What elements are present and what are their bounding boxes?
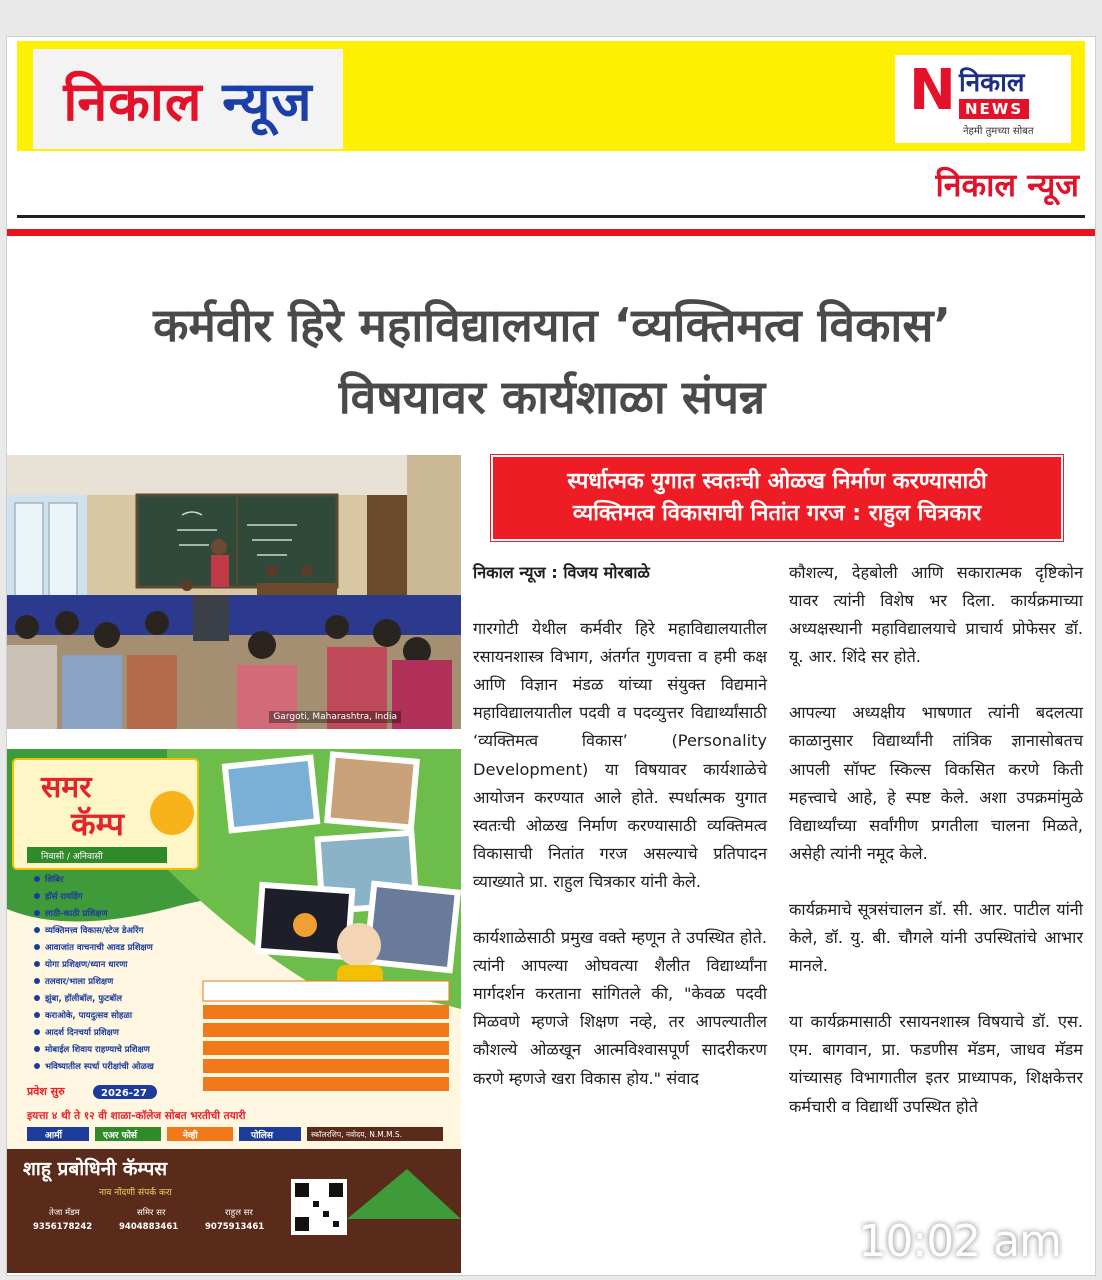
logo-letter: N (909, 58, 956, 123)
ad-campus: शाहू प्रबोधिनी कॅम्पस (23, 1158, 168, 1180)
logo-news: NEWS (959, 99, 1029, 119)
article-column-1 (473, 559, 767, 1121)
ad-item: आवाजांत वाचनाची आवड प्रशिक्षण (45, 943, 153, 953)
article-paragraph: कार्यशाळेसाठी प्रमुख वक्ते म्हणून ते उपस्थित होते. त्यांनी आपल्या ओघवत्या शैलीत विद्यार्थ्यांना मार्गदर्शन करताना सांगितले की, "केवळ पदवी मिळवणे म्हणजे शिक्षण नव्हे, तर आपल्यातील कौशल्ये ओळखून आत्मविश्वासपूर्ण सादरीकरण करणे म्हणजे खरा विकास होय." संवाद (473, 928, 767, 1088)
ad-tag: एअर फोर्स (103, 1131, 138, 1141)
ad-contact-name: तेजा मॅडम (49, 1208, 80, 1218)
ad-contact-phone: 9404883461 (119, 1222, 179, 1232)
ad-item: शिबिर (45, 875, 64, 885)
sub-brand: निकाल न्यूज (935, 166, 1079, 204)
divider-black (17, 215, 1085, 218)
classroom-photo-image (7, 455, 461, 729)
ad-tag-extra: स्कॉलरशिप, नवोदय, N.M.M.S. (311, 1130, 403, 1139)
byline: निकाल न्यूज : विजय मोरबाळे (473, 563, 650, 582)
ad-admission-label: प्रवेश सुरु (27, 1085, 65, 1098)
article-paragraph: आपल्या अध्यक्षीय भाषणात त्यांनी बदलत्या काळानुसार विद्यार्थ्यांनी तांत्रिक ज्ञानासोबतच आपली सॉफ्ट स्किल्स विकसित करणे किती महत्त्वाचे आहे, हे स्पष्ट केले. अशा उपक्रमांमुळे विद्यार्थ्यांच्या सर्वांगीण प्रगतीला चालना मिळते, असेही त्यांनी नमूद केले. (789, 703, 1083, 863)
ad-admission-year: 2026-27 (101, 1088, 147, 1099)
logo-tagline: नेहमी तुमच्या सोबत (963, 126, 1034, 137)
ad-contact-name: समिर सर (137, 1208, 166, 1218)
timestamp-overlay: 10:02 am (858, 1216, 1061, 1267)
ad-title-1: समर (41, 770, 92, 805)
ad-item: व्यक्तिमत्त्व विकास/स्टेज डेअरिंग (45, 926, 144, 936)
photo-caption: Gargoti, Maharashtra, India (269, 711, 401, 723)
ad-contact-name: राहुल सर (225, 1208, 253, 1218)
summer-camp-ad-graphic (7, 749, 461, 1273)
classroom-photo (7, 455, 461, 729)
brand-word-2: न्यूज (222, 70, 313, 133)
ad-item: आदर्श दिनचर्या प्रशिक्षण (45, 1028, 119, 1038)
headline-line-2: विषयावर कार्यशाळा संपन्न (338, 370, 766, 424)
ad-contact-phone: 9075913461 (205, 1222, 265, 1232)
ad-classes-line: इयत्ता ४ थी ते १२ वी शाळा-कॉलेज सोबत भरतीची तयारी (27, 1110, 246, 1122)
highlight-box (491, 455, 1063, 541)
ad-contact-heading: नाव नोंदणी संपर्क करा (99, 1188, 172, 1198)
news-logo (895, 55, 1071, 143)
ad-item: कराओके, पायदुत्सव सोहळा (45, 1011, 133, 1021)
ad-item: भविष्यातील स्पर्धा परीक्षांची ओळख (45, 1062, 154, 1072)
article-paragraph: कौशल्य, देहबोली आणि सकारात्मक दृष्टिकोन यावर त्यांनी विशेष भर दिला. कार्यक्रमाच्या अध्यक्षस्थानी महाविद्यालयाचे प्राचार्य प्रोफेसर डॉ. यू. आर. शिंदे सर होते. (789, 563, 1083, 667)
logo-nikal: निकाल (959, 68, 1025, 98)
brand-logo (33, 49, 343, 149)
ad-subtitle: निवासी / अनिवासी (41, 852, 103, 862)
ad-item: तलवार/भाला प्रशिक्षण (45, 977, 114, 987)
divider-red (7, 229, 1096, 236)
brand-word-1: निकाल (63, 70, 203, 133)
masthead (17, 41, 1085, 151)
ad-item: मोबाईल शिवाय राहण्याचे प्रशिक्षण (45, 1045, 150, 1055)
ad-item: झुंबा, हॉलीबॉल, फुटबॉल (45, 994, 123, 1004)
article-paragraph: या कार्यक्रमासाठी रसायनशास्त्र विषयाचे डॉ. एस. एम. बागवान, प्रा. फडणीस मॅडम, जाधव मॅडम यांच्यासह विभागातील इतर प्राध्यापक, शिक्षकेत्तर कर्मचारी व विद्यार्थी उपस्थित होते (789, 1012, 1083, 1116)
ad-title-2: कॅम्प (71, 805, 124, 843)
ad-item: हॉर्स रायडिंग (45, 892, 83, 902)
article-paragraph: गारगोटी येथील कर्मवीर हिरे महाविद्यालयातील रसायनशास्त्र विभाग, अंतर्गत गुणवत्ता व हमी कक्ष आणि विज्ञान मंडळ यांच्या संयुक्त विद्यमाने महाविद्यालयातील पदवी व पदव्युत्तर विद्यार्थ्यांसाठी ‘व्यक्तिमत्व विकास’ (Personality Development) या विषयावर कार्यशाळेचे आयोजन करण्यात आले होते. स्पर्धात्मक युगात स्वतःची ओळख निर्माण करण्यासाठी व्यक्तिमत्व विकासाची नितांत गरज असल्याचे प्रतिपादन व्याख्याते प्रा. राहुल चित्रकार यांनी केले. (473, 619, 767, 891)
article-column-2 (789, 559, 1083, 1149)
headline (27, 289, 1077, 433)
ad-item: लाठी-काठी प्रशिक्षण (45, 909, 108, 919)
highlight-line-2: व्यक्तिमत्व विकासाची नितांत गरज : राहुल चित्रकार (572, 501, 982, 526)
ad-tag: पोलिस (251, 1131, 273, 1141)
highlight-line-1: स्पर्धात्मक युगात स्वतःची ओळख निर्माण करण्यासाठी (567, 469, 987, 494)
summer-camp-ad (7, 749, 461, 1273)
ad-item: योगा प्रशिक्षण/ध्यान धारणा (45, 960, 128, 970)
headline-line-1: कर्मवीर हिरे महाविद्यालयात ‘व्यक्तिमत्व विकास’ (153, 298, 951, 352)
article-paragraph: कार्यक्रमाचे सूत्रसंचालन डॉ. सी. आर. पाटील यांनी केले, डॉ. यु. बी. चौगले यांनी उपस्थितांचे आभार मानले. (789, 899, 1083, 976)
ad-tag: नेव्ही (183, 1131, 198, 1141)
newspaper-page (6, 36, 1096, 1276)
ad-contact-phone: 9356178242 (33, 1222, 93, 1232)
ad-tag: आर्मी (45, 1131, 62, 1141)
